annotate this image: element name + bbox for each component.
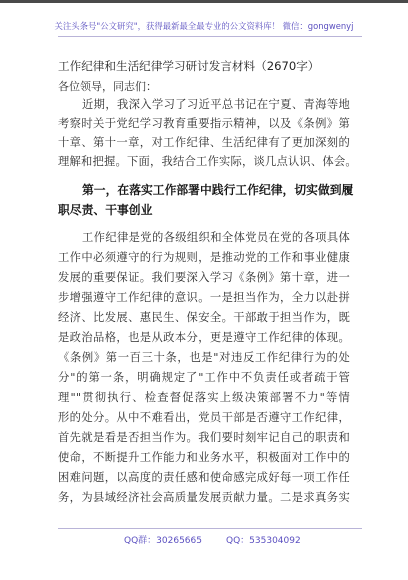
intro-line: 十章、第十一章，对工作纪律、生活纪律有了更加深刻的 (58, 136, 350, 149)
body-line: 使命，不断提升工作能力和业务水平，积极面对工作中的 (58, 451, 350, 464)
body-line: 困难问题，以高度的责任感和使命感完成好每一项工作任 (58, 471, 350, 484)
intro-line: 理解和把握。下面，我结合工作实际，谈几点认识、体会。 (58, 155, 357, 168)
intro-line: 近期，我深入学习了习近平总书记在宁夏、青海等地 (82, 98, 350, 111)
footer-qq-group: QQ群：30265665 (124, 536, 202, 546)
body-line: 是政治品格，也是从政本分，更是遵守工作纪律的体现。 (58, 331, 350, 344)
greeting-line: 各位领导，同志们： (58, 80, 157, 93)
body-line: 工作中必须遵守的行为规则，是推动党的工作和事业健康 (58, 251, 350, 264)
footer-qq-number: QQ：535304092 (226, 536, 301, 546)
page-top-border (0, 0, 408, 3)
header-promo-note: 关注头条号"公文研究"，获得最新最全最专业的公文资料库！ 微信：gongwenyj (54, 21, 354, 31)
body-line: 务，为县域经济社会高质量发展贡献力量。二是求真务实 (58, 491, 350, 504)
body-line: 形的处分。从中不难看出，党员干部是否遵守工作纪律， (58, 411, 350, 424)
body-line: 经济、比发展、惠民生、保安全。干部敢于担当作为，既 (58, 311, 350, 324)
body-line: 步增强遵守工作纪律的意识。一是担当作为，全力以赴拼 (58, 291, 350, 304)
section-heading: 第一，在落实工作部署中践行工作纪律，切实做到履 (82, 183, 354, 197)
body-line: 工作纪律是党的各级组织和全体党员在党的各项具体 (82, 231, 350, 244)
body-line: 首先就是看是否担当作为。我们要时刻牢记自己的职责和 (58, 431, 350, 444)
document-title: 工作纪律和生活纪律学习研讨发言材料（2670字） (58, 59, 320, 73)
body-line: 分"的第一条，明确规定了"工作中不负责任或者疏于管 (58, 371, 350, 384)
header-divider (58, 36, 362, 37)
body-line: 理""贯彻执行、检查督促落实上级决策部署不力"等情 (58, 391, 350, 404)
body-line: 《条例》第一百三十条，也是"对违反工作纪律行为的处 (58, 351, 350, 364)
body-line: 发展的重要保证。我们要深入学习《条例》第十章，进一 (58, 271, 350, 284)
footer-divider (58, 528, 362, 529)
intro-line: 考察时关于党纪学习教育重要指示精神，以及《条例》第 (58, 117, 350, 130)
section-heading: 职尽责、干事创业 (58, 203, 153, 217)
